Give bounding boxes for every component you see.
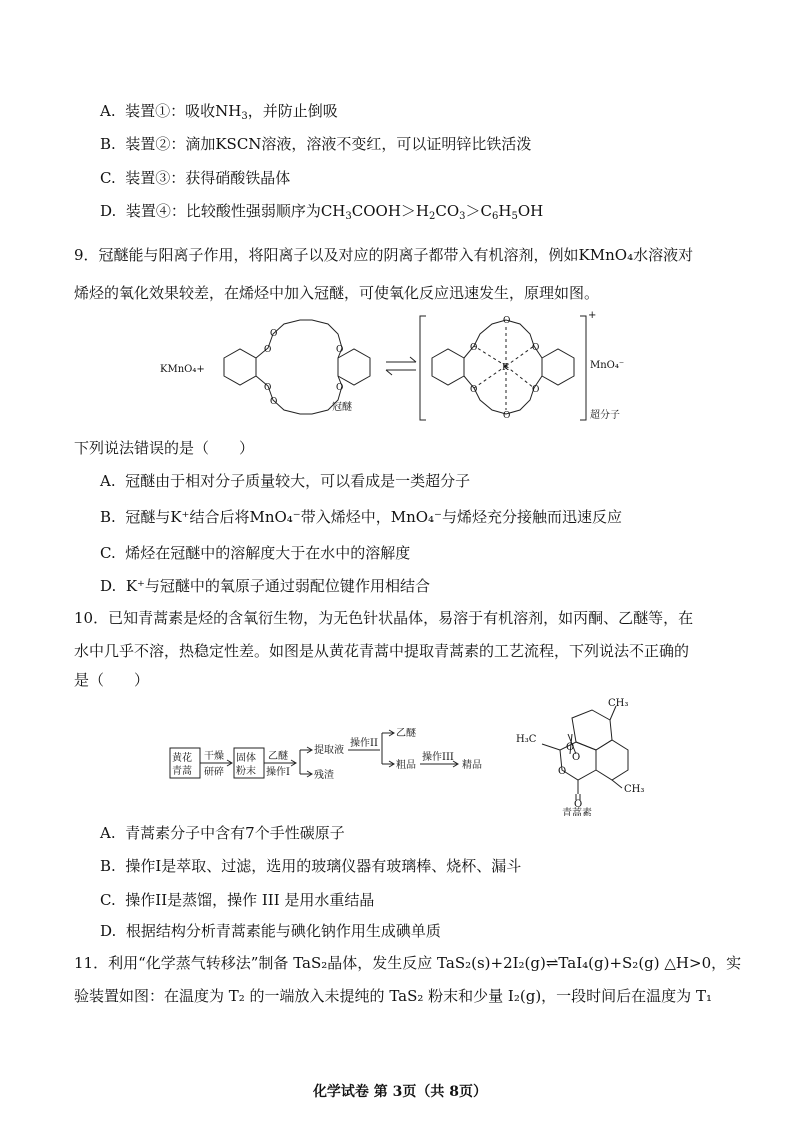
q8-option-a: A. 装置①：吸收$NH_3$，并防止倒吸: [100, 102, 338, 122]
q10-option-d: D. 根据结构分析青蒿素能与碘化钠作用生成碘单质: [100, 922, 441, 940]
crown-ether-label: 冠醚: [332, 402, 352, 413]
supramolecule-label: 超分子: [590, 410, 620, 421]
svg-text:干燥: 干燥: [204, 751, 224, 762]
svg-text:精品: 精品: [462, 760, 482, 771]
page-footer: 化学试卷 第 3页（共 8页）: [312, 1084, 488, 1100]
q10-stem-line3: 是（ ）: [74, 671, 150, 689]
mno4-label: MnO₄⁻: [590, 360, 625, 371]
charge-plus-label: +: [588, 310, 597, 321]
kmno4-label: KMnO₄+: [160, 364, 205, 375]
svg-text:青蒿: 青蒿: [172, 766, 192, 777]
svg-text:O: O: [558, 766, 567, 777]
q11-stem-line1: 11．利用“化学蒸气转移法”制备 TaS₂晶体，发生反应 TaS₂(s)+2I₂(g)⇌TaI₄(g)+S₂(g) △H>0，实: [74, 954, 742, 972]
q8-option-b: B. 装置②：滴加KSCN溶液，溶液不变红，可以证明锌比铁活泼: [100, 135, 532, 153]
svg-text:CH₃: CH₃: [624, 784, 645, 795]
svg-text:粗品: 粗品: [396, 760, 416, 771]
svg-text:O: O: [503, 411, 511, 421]
svg-text:O: O: [574, 799, 583, 810]
q9-question: 下列说法错误的是（ ）: [74, 439, 255, 457]
svg-text:O: O: [572, 752, 581, 763]
svg-text:O: O: [470, 385, 478, 395]
artemisinin-structure: [512, 694, 652, 816]
svg-text:O: O: [532, 343, 540, 353]
artemisinin-flow-chart: [168, 728, 508, 790]
q9-stem-line1: 9．冠醚能与阳离子作用，将阳离子以及对应的阴离子都带入有机溶剂，例如KMnO₄水溶液对: [74, 246, 694, 264]
svg-text:粉末: 粉末: [236, 766, 256, 777]
svg-text:O: O: [566, 742, 575, 753]
svg-text:青蒿素: 青蒿素: [562, 808, 592, 816]
svg-text:O: O: [336, 345, 344, 355]
svg-text:O: O: [264, 383, 272, 393]
svg-text:黄花: 黄花: [172, 753, 192, 764]
svg-text:操作II: 操作II: [350, 738, 378, 749]
svg-text:乙醚: 乙醚: [268, 751, 288, 762]
q9-option-d: D. K⁺与冠醚中的氧原子通过弱配位键作用相结合: [100, 577, 430, 595]
q11-stem-line2: 验装置如图：在温度为 T₂ 的一端放入未提纯的 TaS₂ 粉末和少量 I₂(g)，一段时间后在温度为 T₁: [74, 987, 712, 1005]
crown-ether-figure: [160, 310, 640, 428]
svg-text:研碎: 研碎: [204, 767, 224, 778]
svg-text:O: O: [470, 343, 478, 353]
svg-text:提取液: 提取液: [314, 745, 344, 756]
k-label: K: [502, 363, 509, 373]
q8-option-c: C. 装置③：获得硝酸铁晶体: [100, 169, 291, 187]
svg-text:O: O: [532, 385, 540, 395]
q10-stem-line2: 水中几乎不溶，热稳定性差。如图是从黄花青蒿中提取青蒿素的工艺流程，下列说法不正确的: [74, 642, 690, 660]
svg-text:O: O: [336, 383, 344, 393]
q9-option-a: A. 冠醚由于相对分子质量较大，可以看成是一类超分子: [100, 472, 471, 490]
left-cyclohexane-ring: [224, 349, 256, 385]
svg-text:残渣: 残渣: [314, 770, 334, 781]
q10-option-c: C. 操作II是蒸馏，操作 III 是用水重结晶: [100, 891, 375, 909]
svg-text:O: O: [270, 329, 278, 339]
svg-text:O: O: [503, 316, 511, 326]
q8-option-d: D. 装置④：比较酸性强弱顺序为$CH_3COOH>H_2CO_3>C_6H_5OH$: [100, 202, 544, 222]
q9-option-b: B. 冠醚与K⁺结合后将MnO₄⁻带入烯烃中，MnO₄⁻与烯烃充分接触而迅速反应: [100, 508, 622, 526]
o-atom-label: O: [264, 345, 272, 355]
q10-option-a: A. 青蒿素分子中含有7个手性碳原子: [100, 824, 345, 842]
q9-stem-line2: 烯烃的氧化效果较差，在烯烃中加入冠醚，可使氧化反应迅速发生，原理如图。: [74, 284, 600, 302]
svg-text:H₃C: H₃C: [516, 734, 537, 745]
svg-text:乙醚: 乙醚: [396, 728, 416, 739]
svg-text:O: O: [270, 397, 278, 407]
q9-option-c: C. 烯烃在冠醚中的溶解度大于在水中的溶解度: [100, 544, 411, 562]
svg-text:操作III: 操作III: [422, 752, 454, 763]
svg-text:固体: 固体: [236, 753, 256, 764]
q10-stem-line1: 10．已知青蒿素是烃的含氧衍生物，为无色针状晶体，易溶于有机溶剂，如丙酮、乙醚等，在: [74, 609, 694, 627]
svg-text:操作I: 操作I: [266, 767, 290, 778]
svg-text:CH₃: CH₃: [608, 698, 629, 709]
q10-option-b: B. 操作I是萃取、过滤，选用的玻璃仪器有玻璃棒、烧杯、漏斗: [100, 857, 522, 875]
